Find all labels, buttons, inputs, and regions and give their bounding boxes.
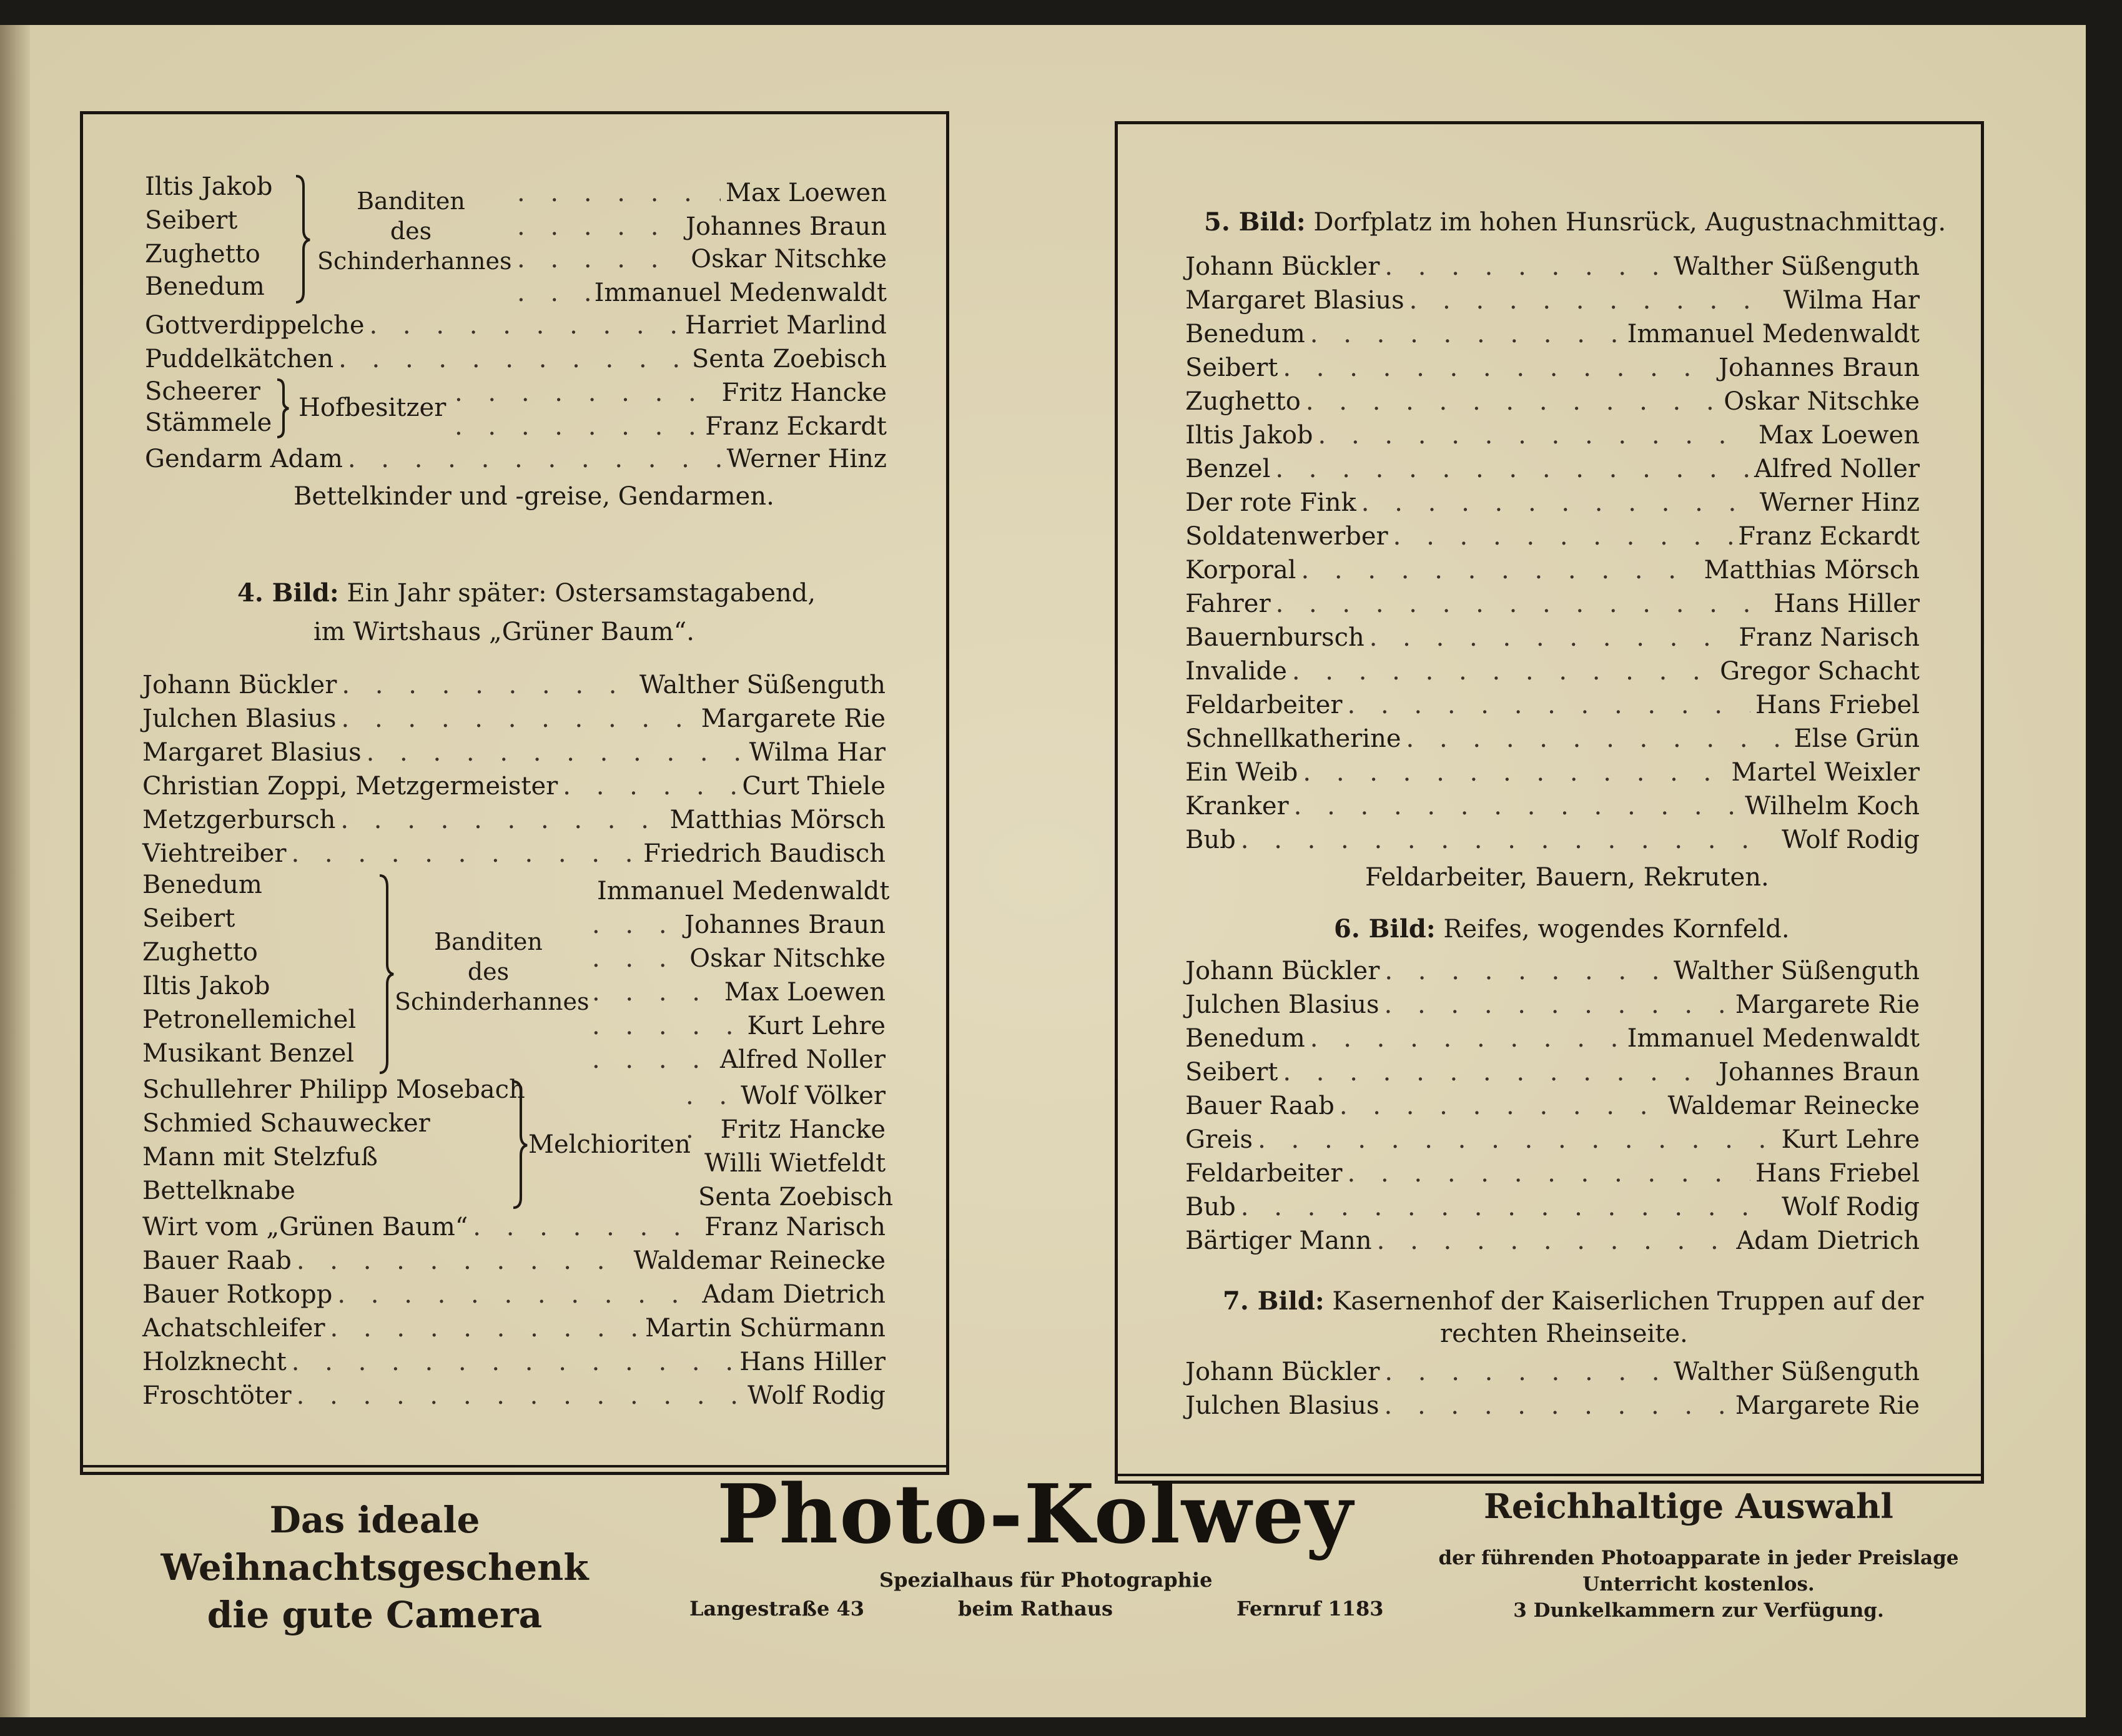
- actor-name: Hans Friebel: [1755, 691, 1920, 719]
- role-name: Gendarm Adam: [145, 445, 343, 473]
- role-name: Julchen Blasius: [1185, 990, 1379, 1019]
- role-name: Invalide: [1185, 657, 1287, 686]
- role-name: Greis: [1185, 1125, 1253, 1154]
- actor-name: Immanuel Medenwaldt: [594, 279, 887, 307]
- leader-dots: [686, 1114, 716, 1145]
- actor-name: Johannes Braun: [1718, 1058, 1920, 1087]
- actor-name: Else Grün: [1794, 724, 1920, 753]
- leader-dots: [1348, 1158, 1750, 1189]
- actor-name: Matthias Mörsch: [669, 806, 886, 834]
- extras-line: Feldarbeiter, Bauern, Rekruten.: [1365, 863, 1769, 892]
- cast-name: Musikant Benzel: [142, 1039, 355, 1068]
- cast-name: Benedum: [142, 870, 262, 899]
- ad-right-line: 3 Dunkelkammern zur Verfügung.: [1513, 1599, 1884, 1622]
- cast-row: [1185, 989, 1920, 1020]
- role-name: Wirt vom „Grünen Baum“: [142, 1213, 468, 1241]
- cast-name: Benedum: [145, 272, 265, 301]
- cast-row: [1185, 352, 1920, 383]
- ad-special-line-2: beim Rathaus: [957, 1597, 1113, 1620]
- leader-dots: [338, 343, 687, 375]
- leader-dots: [592, 1010, 743, 1042]
- leader-dots: [1348, 689, 1750, 721]
- role-name: Ein Weib: [1185, 758, 1298, 787]
- leader-dots: [517, 277, 590, 308]
- cast-row: [1185, 1124, 1920, 1155]
- leader-dots: [455, 377, 717, 408]
- leader-dots: [1384, 1356, 1669, 1388]
- role-name: Schnellkatherine: [1185, 724, 1401, 753]
- cast-row: [142, 1380, 886, 1411]
- ad-right-line: der führenden Photoapparate in jeder Preislage: [1438, 1547, 1959, 1569]
- cast-row: [142, 771, 886, 802]
- actor-name: Wilma Har: [1783, 286, 1920, 315]
- actor-name: Johannes Braun: [1718, 353, 1920, 382]
- actor-name: Werner Hinz: [726, 445, 887, 473]
- actor-name: Senta Zoebisch: [691, 345, 887, 373]
- actor-name: Oskar Nitschke: [1724, 387, 1920, 416]
- actor-name: Willi Wietfeldt: [704, 1149, 886, 1178]
- role-name: Julchen Blasius: [1185, 1391, 1379, 1420]
- actor-name: Franz Narisch: [704, 1213, 886, 1241]
- actor-name: Curt Thiele: [742, 772, 886, 801]
- cast-row: [1185, 622, 1920, 653]
- cast-row: [142, 1279, 886, 1310]
- actor-name: Werner Hinz: [1759, 488, 1920, 517]
- cast-row: [1185, 555, 1920, 586]
- actor-name: Harriet Marlind: [684, 311, 887, 340]
- role-name: Puddelkätchen: [145, 345, 334, 373]
- role-name: Bauer Raab: [142, 1246, 292, 1275]
- role-name: Metzgerbursch: [142, 806, 336, 834]
- cast-row: [587, 943, 886, 974]
- leader-dots: [1310, 318, 1622, 350]
- leader-dots: [342, 669, 634, 701]
- actor-name: Gregor Schacht: [1720, 657, 1920, 686]
- actor-name: Walther Süßenguth: [1673, 1358, 1920, 1386]
- leader-dots: [330, 1313, 640, 1344]
- cast-row: [145, 443, 887, 475]
- cast-row: [142, 1245, 886, 1276]
- actor-name: Oskar Nitschke: [691, 245, 887, 274]
- leader-dots: [592, 1044, 715, 1075]
- role-name: Feldarbeiter: [1185, 1159, 1343, 1188]
- cast-name: Zughetto: [142, 938, 258, 967]
- hofbesitzer-label: Hofbesitzer: [299, 393, 447, 422]
- role-name: Fahrer: [1185, 589, 1271, 618]
- leader-dots: [1384, 989, 1730, 1020]
- cast-name: Iltis Jakob: [142, 972, 270, 1000]
- cast-row: [512, 211, 887, 242]
- role-name: Achatschleifer: [142, 1314, 325, 1343]
- role-name: Zughetto: [1185, 387, 1301, 416]
- actor-name: Alfred Noller: [1754, 455, 1920, 483]
- cast-row: [1185, 1225, 1920, 1256]
- cast-row: [512, 177, 887, 209]
- role-name: Kranker: [1185, 792, 1289, 821]
- actor-name: Hans Friebel: [1755, 1159, 1920, 1188]
- actor-name: Kurt Lehre: [1781, 1125, 1920, 1154]
- leader-dots: [1384, 955, 1669, 987]
- actor-name: Margarete Rie: [701, 704, 886, 733]
- leader-dots: [1241, 1191, 1777, 1223]
- cast-row: [1185, 420, 1920, 451]
- actor-name: Max Loewen: [724, 978, 886, 1007]
- actor-name: Fritz Hancke: [721, 378, 887, 407]
- cast-row: [587, 977, 886, 1008]
- cast-row: [587, 1044, 886, 1075]
- leader-dots: [1310, 1023, 1622, 1054]
- role-name: Benedum: [1185, 320, 1305, 348]
- actor-name: Franz Narisch: [1739, 623, 1920, 652]
- leader-dots: [592, 943, 684, 974]
- cast-row: [681, 1114, 886, 1145]
- actor-name: Hans Hiller: [1774, 589, 1920, 618]
- leader-dots: [297, 1380, 743, 1411]
- leader-dots: [1393, 521, 1734, 552]
- cast-row: [1185, 588, 1920, 619]
- cast-row: [1185, 386, 1920, 417]
- cast-row: [142, 1346, 886, 1378]
- cast-row: [587, 1010, 886, 1042]
- leader-dots: [342, 703, 696, 734]
- actor-name: Oskar Nitschke: [689, 944, 886, 973]
- leader-dots: [563, 771, 737, 802]
- group-brace: [377, 873, 396, 1075]
- role-name: Bauer Raab: [1185, 1092, 1335, 1120]
- role-name: Holzknecht: [142, 1348, 287, 1376]
- cast-row: [142, 838, 886, 869]
- actor-name: Wilma Har: [749, 738, 886, 767]
- ad-phone: Fernruf 1183: [1236, 1597, 1384, 1620]
- role-name: Korporal: [1185, 556, 1296, 584]
- actor-name: Franz Eckardt: [705, 412, 887, 441]
- role-name: Margaret Blasius: [1185, 286, 1404, 315]
- leader-dots: [1241, 824, 1777, 856]
- actor-name: Hans Hiller: [739, 1348, 886, 1376]
- role-name: Bauer Rotkopp: [142, 1280, 333, 1309]
- actor-name: Immanuel Medenwaldt: [1627, 320, 1920, 348]
- role-name: Benedum: [1185, 1024, 1305, 1053]
- cast-row: [450, 411, 887, 442]
- leader-dots: [1276, 588, 1769, 619]
- cast-row: [587, 875, 890, 907]
- cast-row: [1185, 318, 1920, 350]
- leader-dots: [592, 909, 679, 940]
- cast-row: [1185, 487, 1920, 518]
- actor-name: Walther Süßenguth: [1673, 252, 1920, 281]
- cast-row: [450, 377, 887, 408]
- role-name: Bauernbursch: [1185, 623, 1364, 652]
- cast-row: [142, 669, 886, 701]
- bild7-heading: 7. Bild: Kasernenhof der Kaiserlichen Truppen auf der: [1223, 1286, 1924, 1316]
- actor-name: Walther Süßenguth: [639, 671, 886, 699]
- bild5-heading: 5. Bild: Dorfplatz im hohen Hunsrück, Augustnachmittag.: [1204, 207, 1947, 237]
- leader-dots: [455, 411, 700, 442]
- leader-dots: [297, 1245, 629, 1276]
- cast-row: [681, 1080, 886, 1112]
- actor-name: Martin Schürmann: [644, 1314, 886, 1343]
- cast-row: [1185, 723, 1920, 754]
- leader-dots: [1306, 386, 1719, 417]
- cast-row: [1185, 1090, 1920, 1122]
- cast-row: [1185, 757, 1920, 788]
- cast-name: Petronellemichel: [142, 1005, 357, 1034]
- cast-name: Seibert: [145, 206, 238, 235]
- cast-row: [145, 343, 887, 375]
- cast-row: [1185, 791, 1920, 822]
- leader-dots: [340, 804, 664, 836]
- bild6-heading: 6. Bild: Reifes, wogendes Kornfeld.: [1334, 914, 1790, 944]
- leader-dots: [1258, 1124, 1776, 1155]
- leader-dots: [1292, 656, 1715, 687]
- extras-line: Bettelkinder und -greise, Gendarmen.: [294, 482, 774, 511]
- role-name: Der rote Fink: [1185, 488, 1356, 517]
- role-name: Seibert: [1185, 353, 1278, 382]
- actor-name: Adam Dietrich: [1736, 1226, 1920, 1255]
- cast-row: [142, 1211, 886, 1243]
- actor-name: Waldemar Reinecke: [633, 1246, 886, 1275]
- leader-dots: [1340, 1090, 1663, 1122]
- actor-name: Max Loewen: [725, 179, 887, 207]
- leader-dots: [1369, 622, 1734, 653]
- cast-row: [1185, 521, 1920, 552]
- actor-name: Johannes Braun: [685, 212, 887, 241]
- cast-row: [1185, 824, 1920, 856]
- leader-dots: [348, 443, 722, 475]
- actor-name: Wolf Rodig: [1782, 1193, 1920, 1221]
- role-name: Christian Zoppi, Metzgermeister: [142, 772, 558, 801]
- actor-name: Fritz Hancke: [720, 1115, 886, 1144]
- bild4-heading: 4. Bild: Ein Jahr später: Ostersamstagabend,: [237, 578, 816, 608]
- role-name: Julchen Blasius: [142, 704, 337, 733]
- leader-dots: [517, 244, 686, 275]
- role-name: Iltis Jakob: [1185, 421, 1313, 450]
- actor-name: Margarete Rie: [1735, 990, 1920, 1019]
- actor-name: Matthias Mörsch: [1704, 556, 1920, 584]
- role-name: Froschtöter: [142, 1381, 292, 1410]
- cast-row: [1185, 955, 1920, 987]
- actor-name: Senta Zoebisch: [698, 1183, 894, 1211]
- actor-name: Waldemar Reinecke: [1667, 1092, 1920, 1120]
- leader-dots: [292, 1346, 734, 1378]
- role-name: Soldatenwerber: [1185, 522, 1388, 551]
- leader-dots: [517, 211, 681, 242]
- actor-name: Wilhelm Koch: [1745, 792, 1920, 821]
- actor-name: Adam Dietrich: [702, 1280, 886, 1309]
- ad-right-line: Unterricht kostenlos.: [1582, 1573, 1815, 1595]
- cast-row: [145, 310, 887, 341]
- page-gutter: [0, 25, 30, 1717]
- role-name: Bub: [1185, 1193, 1236, 1221]
- cast-row: [1185, 453, 1920, 485]
- cast-name: Bettelknabe: [142, 1176, 295, 1205]
- leader-dots: [369, 310, 679, 341]
- role-name: Bub: [1185, 826, 1236, 854]
- cast-row: [512, 277, 887, 308]
- leader-dots: [1283, 352, 1714, 383]
- role-name: Gottverdippelche: [145, 311, 365, 340]
- cast-row: [1185, 689, 1920, 721]
- cast-row: [1185, 1390, 1920, 1421]
- cast-row: [1185, 1023, 1920, 1054]
- cast-row: [587, 909, 886, 940]
- leader-dots: [1303, 757, 1726, 788]
- leader-dots: [517, 177, 721, 209]
- cast-row: [1185, 1057, 1920, 1088]
- ad-right-title: Reichhaltige Auswahl: [1484, 1486, 1893, 1526]
- leader-dots: [1318, 420, 1754, 451]
- leader-dots: [291, 838, 638, 869]
- ad-special-line-1: Spezialhaus für Photographie: [879, 1568, 1213, 1592]
- role-name: Johann Bückler: [1185, 957, 1380, 985]
- cast-row: [142, 703, 886, 734]
- actor-name: Immanuel Medenwaldt: [1627, 1024, 1920, 1053]
- cast-name: Stämmele: [145, 408, 272, 437]
- cast-name: Schullehrer Philipp Mosebach: [142, 1075, 525, 1104]
- banditen-label: Banditen des Schinderhannes: [395, 928, 590, 1015]
- cast-name: Mann mit Stelzfuß: [142, 1143, 378, 1171]
- ad-slogan: Das ideale Weihnachtsgeschenk die gute Camera: [160, 1499, 589, 1636]
- bild4-heading-line2: im Wirtshaus „Grüner Baum“.: [313, 618, 694, 646]
- leader-dots: [686, 1080, 736, 1112]
- actor-name: Wolf Rodig: [748, 1381, 886, 1410]
- actor-name: Immanuel Medenwaldt: [597, 877, 890, 905]
- leader-dots: [592, 977, 719, 1008]
- banditen-label: Banditen des Schinderhannes: [317, 187, 512, 275]
- melchioriten-label: Melchioriten: [528, 1130, 691, 1159]
- actor-name: Wolf Rodig: [1782, 826, 1920, 854]
- role-name: Seibert: [1185, 1058, 1278, 1087]
- cast-name: Scheerer: [145, 377, 260, 406]
- actor-name: Max Loewen: [1758, 421, 1920, 450]
- photo-kolwey-logo: Photo-Kolwey: [716, 1466, 1355, 1562]
- cast-row: [1185, 285, 1920, 316]
- cast-row: [142, 737, 886, 768]
- actor-name: Friedrich Baudisch: [643, 839, 886, 868]
- cast-row: [142, 1313, 886, 1344]
- role-name: Viehtreiber: [142, 839, 287, 868]
- leader-dots: [1377, 1225, 1732, 1256]
- cast-row: [512, 244, 887, 275]
- leader-dots: [1384, 1390, 1730, 1421]
- cast-name: Schmied Schauwecker: [142, 1109, 430, 1138]
- leader-dots: [1301, 555, 1699, 586]
- role-name: Benzel: [1185, 455, 1271, 483]
- cast-row: [1185, 656, 1920, 687]
- leader-dots: [1361, 487, 1755, 518]
- leader-dots: [1275, 453, 1749, 485]
- cast-row: [1185, 1158, 1920, 1189]
- role-name: Feldarbeiter: [1185, 691, 1343, 719]
- group-brace: [275, 377, 291, 440]
- cast-row: [1185, 251, 1920, 282]
- actor-name: Johannes Braun: [684, 910, 886, 939]
- actor-name: Franz Eckardt: [1738, 522, 1920, 551]
- role-name: Bärtiger Mann: [1185, 1226, 1372, 1255]
- leader-dots: [1283, 1057, 1714, 1088]
- group-brace: [511, 1079, 530, 1210]
- actor-name: Wolf Völker: [741, 1082, 886, 1110]
- ad-address: Langestraße 43: [689, 1597, 864, 1620]
- leader-dots: [1294, 791, 1740, 822]
- cast-name: Seibert: [142, 904, 235, 933]
- actor-name: Kurt Lehre: [747, 1012, 886, 1040]
- leader-dots: [337, 1279, 697, 1310]
- actor-name: Martel Weixler: [1731, 758, 1920, 787]
- cast-row: [142, 804, 886, 836]
- role-name: Johann Bückler: [1185, 1358, 1380, 1386]
- cast-name: Iltis Jakob: [145, 172, 273, 201]
- actor-name: Margarete Rie: [1735, 1391, 1920, 1420]
- role-name: Johann Bückler: [142, 671, 337, 699]
- leader-dots: [473, 1211, 699, 1243]
- cast-row: [1185, 1356, 1920, 1388]
- cast-row: [1185, 1191, 1920, 1223]
- cast-name: Zughetto: [145, 240, 260, 269]
- bild7-heading-line2: rechten Rheinseite.: [1440, 1319, 1688, 1348]
- group-brace: [294, 174, 312, 305]
- leader-dots: [367, 737, 744, 768]
- actor-name: Walther Süßenguth: [1673, 957, 1920, 985]
- role-name: Margaret Blasius: [142, 738, 362, 767]
- leader-dots: [1406, 723, 1789, 754]
- leader-dots: [1409, 285, 1779, 316]
- actor-name: Alfred Noller: [719, 1045, 886, 1074]
- role-name: Johann Bückler: [1185, 252, 1380, 281]
- leader-dots: [1384, 251, 1669, 282]
